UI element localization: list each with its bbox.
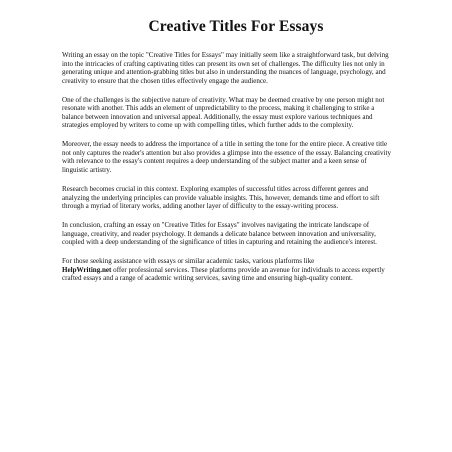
document-title: Creative Titles For Essays — [148, 18, 324, 35]
paragraph-research: Research becomes crucial in this context. Exploring examples of successful titles across different genres and analyzing the underlying principles can provide valuable insights. This, however, demands time and effort to sift through a myriad of literary works, adding another layer of difficulty to the essay-writing process. — [62, 185, 380, 211]
paragraph-title-importance: Moreover, the essay needs to address the importance of a title in setting the tone for the entire piece. A creative title not only captures the reader's attention but also provides a glimpse into the essence of the essay. Balancing creativity with relevance to the essay's content requires a deep understanding of the subject matter and a keen sense of linguistic artistry. — [62, 140, 391, 175]
paragraph-closing — [62, 257, 394, 283]
document-page — [62, 18, 394, 293]
paragraph-conclusion: In conclusion, crafting an essay on "Creative Titles for Essays" involves navigating the intricate landscape of language, creativity, and reader psychology. It demands a delicate balance between innovation and universality, coupled with a deep understanding of the significance of titles in capturing and retaining the audience's interest. — [62, 221, 377, 247]
closing-rest-text: offer professional services. These platforms provide an avenue for individuals to access expertly crafted essays and a range of academic writing services, saving time and ensuring high-quality content. — [62, 265, 385, 283]
helpwriting-brand-link[interactable]: HelpWriting.net — [62, 265, 112, 274]
paragraph-intro: Writing an essay on the topic "Creative Titles for Essays" may initially seem like a straightforward task, but delving into the intricacies of crafting captivating titles can present its own set of challenges. The difficulty lies not only in generating unique and attention-grabbing titles but also in understanding the nuances of language, psychology, and creativity to ensure that the chosen titles effectively engage the audience. — [62, 51, 389, 85]
closing-intro-text: For those seeking assistance with essays or similar academic tasks, various platforms like — [62, 257, 315, 266]
paragraph-subjectivity: One of the challenges is the subjective nature of creativity. What may be deemed creative by one person might not resonate with another. This adds an element of unpredictability to the process, making it challenging to strike a balance between innovation and universal appeal. Additionally, the essay must explore various techniques and strategies employed by writers to come up with compelling titles, which further adds to the complexity. — [62, 95, 385, 130]
